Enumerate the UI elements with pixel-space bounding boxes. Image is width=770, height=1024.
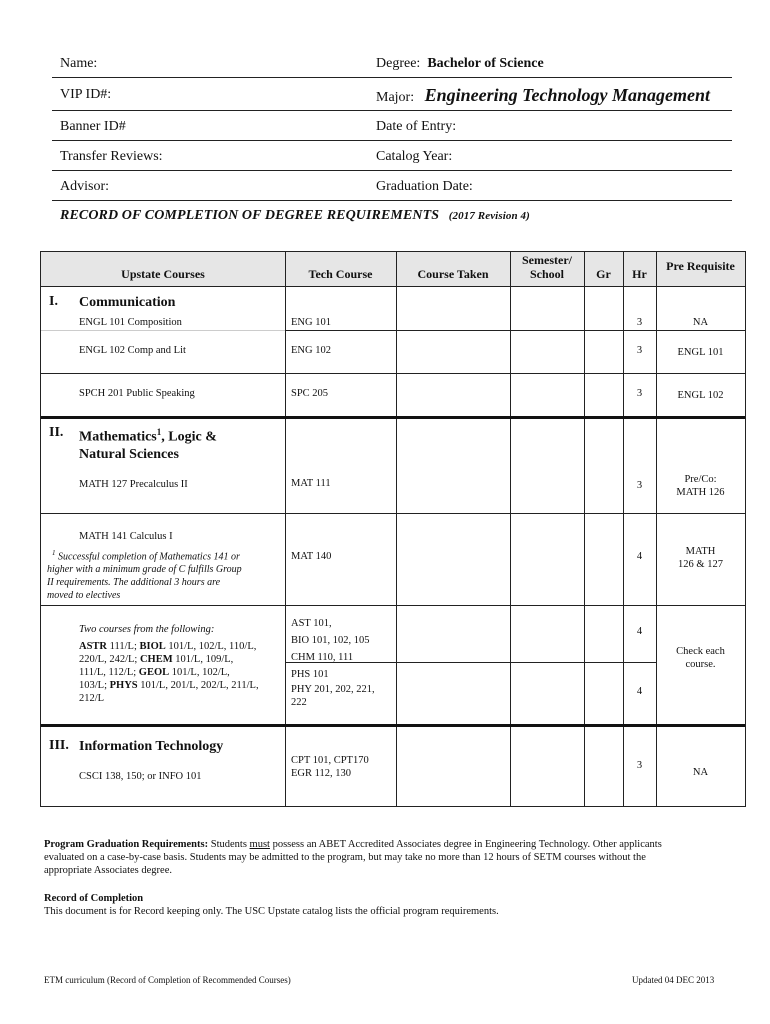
tech-eng101: ENG 101: [291, 317, 331, 328]
hours-science-2: 4: [636, 686, 643, 697]
section-title-math-line1: Mathematics: [79, 429, 157, 445]
subject-astr: ASTR: [79, 641, 108, 652]
degree-label: Degree:: [376, 56, 421, 71]
footnote-line1: Successful completion of Mathematics 141 or: [58, 551, 240, 563]
program-must: must: [249, 839, 270, 850]
column-divider: [656, 252, 657, 806]
tech-phy: PHY 201, 202, 221,: [291, 684, 375, 695]
course-engl102: ENGL 102 Comp and Lit: [79, 345, 186, 356]
major-field: [376, 85, 710, 106]
phys-numbers: 101/L, 201/L, 202/L, 211/L,: [137, 680, 259, 691]
column-divider: [510, 252, 511, 806]
tech-mat140: MAT 140: [291, 551, 332, 562]
prereq-science-line2: course.: [685, 659, 716, 670]
section-number: II.: [49, 425, 64, 440]
program-requirements: [44, 838, 734, 877]
footnote-marker: 1: [52, 549, 56, 557]
header-semester-school: [510, 253, 584, 281]
section-divider: [41, 724, 745, 727]
program-text-cont: possess an ABET Accredited Associates degree in Engineering Technology. Other applicants: [269, 839, 662, 850]
degree-field: [376, 56, 544, 72]
prereq-spch201: ENGL 102: [677, 390, 724, 401]
name-label: Name:: [60, 56, 98, 71]
degree-value: Bachelor of Science: [427, 56, 544, 71]
record-title-text: RECORD OF COMPLETION OF DEGREE REQUIREMENTS: [60, 208, 440, 223]
header-upstate-courses: Upstate Courses: [121, 267, 205, 281]
column-divider: [584, 252, 585, 806]
science-tech-courses: [291, 615, 375, 709]
tech-spc205: SPC 205: [291, 388, 329, 399]
column-divider: [396, 252, 397, 806]
hours-spch201: 3: [636, 388, 643, 399]
major-value: Engineering Technology Management: [424, 85, 710, 105]
program-line3: appropriate Associates degree.: [44, 865, 172, 876]
catalog-year-label: Catalog Year:: [376, 149, 453, 164]
subject-geol: GEOL: [138, 667, 170, 678]
biol-numbers-cont: 220/L, 242/L;: [79, 654, 140, 665]
footer-updated-date: Updated 04 DEC 2013: [632, 975, 715, 985]
hours-engl101: 3: [636, 317, 643, 328]
prereq-math127-line2: MATH 126: [676, 487, 725, 498]
prereq-math141-line1: MATH: [685, 546, 716, 557]
hours-math127: 3: [636, 480, 643, 491]
prereq-math141: [656, 545, 745, 571]
prereq-engl101: NA: [692, 317, 709, 328]
section-title-information-technology: Information Technology: [79, 739, 224, 754]
subject-phys: PHYS: [109, 680, 138, 691]
advisor-label: Advisor:: [60, 179, 109, 194]
footnote-line2: higher with a minimum grade of C fulfills Group: [47, 564, 242, 576]
divider: [52, 200, 732, 201]
vip-id-label: VIP ID#:: [60, 87, 112, 102]
course-math141: MATH 141 Calculus I: [79, 531, 173, 542]
section-title-mathematics: [79, 424, 217, 463]
header-course-taken: Course Taken: [417, 267, 489, 281]
tech-egr: EGR 112, 130: [291, 768, 351, 779]
subject-biol: BIOL: [139, 641, 166, 652]
graduation-date-label: Graduation Date:: [376, 179, 473, 194]
tech-ast: AST 101,: [291, 618, 332, 629]
prereq-math141-line2: 126 & 127: [678, 559, 723, 570]
math-footnote: [47, 547, 283, 602]
section-number: III.: [49, 738, 69, 753]
science-course-list: [79, 640, 283, 705]
header-hours: Hr: [632, 267, 647, 281]
geol-numbers-cont: 103/L;: [79, 680, 110, 691]
tech-cpt: CPT 101, CPT170: [291, 755, 369, 766]
section-title-math-line1b: , Logic &: [161, 429, 217, 445]
footnote-line3: II requirements. The additional 3 hours are: [47, 577, 221, 589]
record-of-completion: [44, 892, 734, 918]
divider: [52, 77, 732, 78]
date-of-entry-label: Date of Entry:: [376, 119, 457, 134]
astr-numbers: 111/L;: [107, 641, 140, 652]
program-text: Students: [208, 839, 250, 850]
course-engl101: ENGL 101 Composition: [79, 317, 182, 328]
row-divider: [41, 286, 745, 287]
subject-chem: CHEM: [139, 654, 173, 665]
transfer-reviews-label: Transfer Reviews:: [60, 149, 163, 164]
row-divider: [41, 373, 745, 374]
record-heading: Record of Completion: [44, 893, 144, 904]
header-grade: Gr: [596, 267, 611, 281]
header-prerequisite: Pre Requisite: [666, 259, 735, 273]
tech-phs: PHS 101: [291, 669, 329, 680]
hours-csci: 3: [636, 760, 643, 771]
hours-engl102: 3: [636, 345, 643, 356]
prereq-csci: NA: [692, 767, 709, 778]
section-number: I.: [49, 294, 58, 309]
column-divider: [623, 252, 624, 806]
tech-csci: [291, 754, 369, 780]
hours-math141: 4: [636, 551, 643, 562]
biol-numbers: 101/L, 102/L, 110/L,: [165, 641, 257, 652]
record-title: [60, 208, 530, 224]
tech-chm: CHM 110, 111: [291, 652, 354, 663]
row-divider: [41, 330, 285, 331]
major-label: Major:: [376, 90, 415, 105]
footnote-marker: 1: [156, 427, 162, 437]
tech-phy-cont: 222: [291, 697, 307, 708]
prereq-math127: [656, 473, 745, 499]
phys-numbers-cont: 212/L: [79, 693, 105, 704]
program-line2: evaluated on a case-by-case basis. Students may be admitted to the program, but may take no more than 12 hours of SETM courses without the: [44, 852, 646, 863]
footer-left-note: ETM curriculum (Record of Completion of Recommended Courses): [44, 975, 291, 985]
header-tech-course: Tech Course: [308, 267, 373, 281]
chem-numbers-cont: 111/L, 112/L;: [79, 667, 139, 678]
hours-science-1: 4: [636, 626, 643, 637]
prereq-engl102: ENGL 101: [677, 347, 724, 358]
divider: [52, 140, 732, 141]
row-divider: [41, 605, 745, 606]
section-title-math-line2: Natural Sciences: [79, 446, 179, 462]
header-semester-line2: School: [529, 267, 564, 281]
row-divider: [285, 330, 745, 331]
geol-numbers: 101/L, 102/L,: [169, 667, 230, 678]
divider: [52, 170, 732, 171]
requirements-table: [40, 251, 746, 807]
column-divider: [285, 252, 286, 806]
record-revision: (2017 Revision 4): [448, 210, 530, 222]
section-divider: [41, 416, 745, 419]
course-math127: MATH 127 Precalculus II: [79, 479, 188, 490]
course-spch201: SPCH 201 Public Speaking: [79, 388, 195, 399]
tech-mat111: MAT 111: [291, 478, 331, 489]
section-title-communication: Communication: [79, 295, 176, 310]
course-csci: CSCI 138, 150; or INFO 101: [79, 771, 202, 782]
banner-id-label: Banner ID#: [60, 119, 126, 134]
footnote-line4: moved to electives: [47, 590, 121, 602]
row-divider: [41, 513, 745, 514]
divider: [52, 110, 732, 111]
prereq-math127-line1: Pre/Co:: [684, 474, 717, 485]
chem-numbers: 101/L, 109/L,: [172, 654, 234, 665]
tech-eng102: ENG 102: [291, 345, 331, 356]
header-semester-line1: Semester/: [522, 253, 572, 267]
prereq-science: [656, 645, 745, 671]
tech-bio: BIO 101, 102, 105: [291, 635, 370, 646]
prereq-science-line1: Check each: [676, 646, 725, 657]
program-label: Program Graduation Requirements:: [44, 839, 209, 850]
record-text: This document is for Record keeping only. The USC Upstate catalog lists the official program requirements.: [44, 906, 499, 917]
science-intro: Two courses from the following:: [79, 624, 215, 635]
